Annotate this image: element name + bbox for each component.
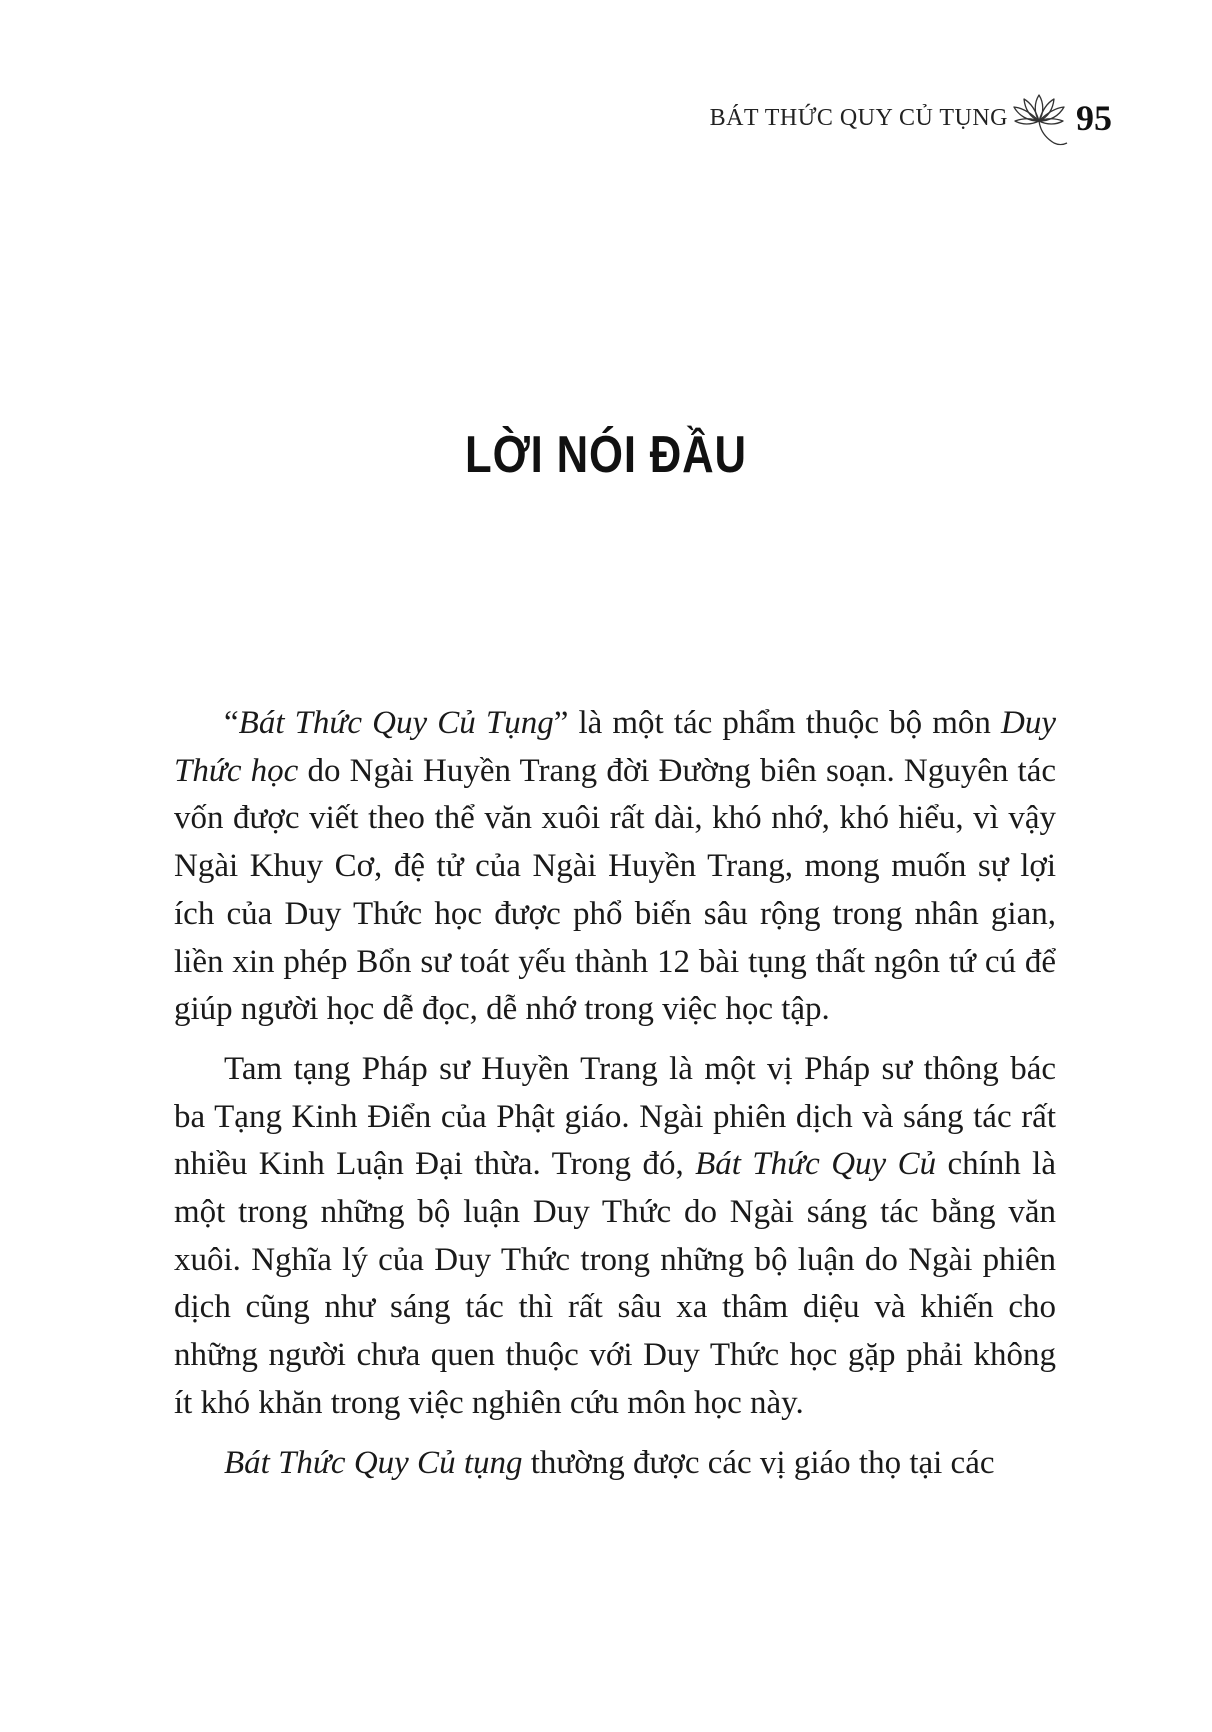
lotus-icon (1010, 87, 1068, 149)
italic-text: Bát Thức Quy Củ tụng (224, 1444, 523, 1481)
italic-text: Bát Thức Quy Củ Tụng (238, 705, 554, 741)
chapter-title: LỜI NÓI ĐẦU (465, 426, 747, 484)
text-run: chính là một trong những bộ luận Duy Thức do Ngài sáng tác bằng văn xuôi. Nghĩa lý của Duy Thức trong những bộ luận do Ngài phiên dịch cũng như sáng tác thì rất sâu xa thâm diệu và khiến cho những người chưa quen thuộc với Duy Thức học gặp phải không ít khó khăn trong việc nghiên cứu môn học này. (174, 1146, 1056, 1421)
text-run: do Ngài Huyền Trang đời Đường biên soạn. Nguyên tác vốn được viết theo thể văn xuôi rất dài, khó nhớ, khó hiểu, vì vậy Ngài Khuy Cơ, đệ tử của Ngài Huyền Trang, mong muốn sự lợi ích của Duy Thức học được phổ biến sâu rộng trong nhân gian, liền xin phép Bổn sư toát yếu thành 12 bài tụng thất ngôn tứ cú để giúp người học dễ đọc, dễ nhớ trong việc học tập. (174, 752, 1056, 1028)
running-header (710, 88, 1112, 148)
body-text (174, 700, 1056, 1499)
text-run: ” là một tác phẩm thuộc bộ môn (553, 705, 1002, 741)
text-run: Tam tạng Pháp sư Huyền Trang là một vị Pháp sư thông bác ba Tạng Kinh Điển của Phật giáo. Ngài phiên dịch và sáng tác rất nhiều Kinh Luận Đại thừa. Trong đó, (174, 1050, 1056, 1183)
italic-text: Bát Thức Quy Củ (695, 1146, 937, 1183)
paragraph (174, 1440, 1056, 1488)
paragraph (174, 1046, 1056, 1428)
text-run: “ (224, 705, 239, 741)
text-run: thường được các vị giáo thọ tại các (522, 1444, 995, 1481)
page-number: 95 (1076, 98, 1112, 138)
paragraph (174, 700, 1056, 1034)
italic-text: Duy Thức học (174, 705, 1056, 789)
running-title: BÁT THỨC QUY CỦ TỤNG (709, 104, 1008, 131)
